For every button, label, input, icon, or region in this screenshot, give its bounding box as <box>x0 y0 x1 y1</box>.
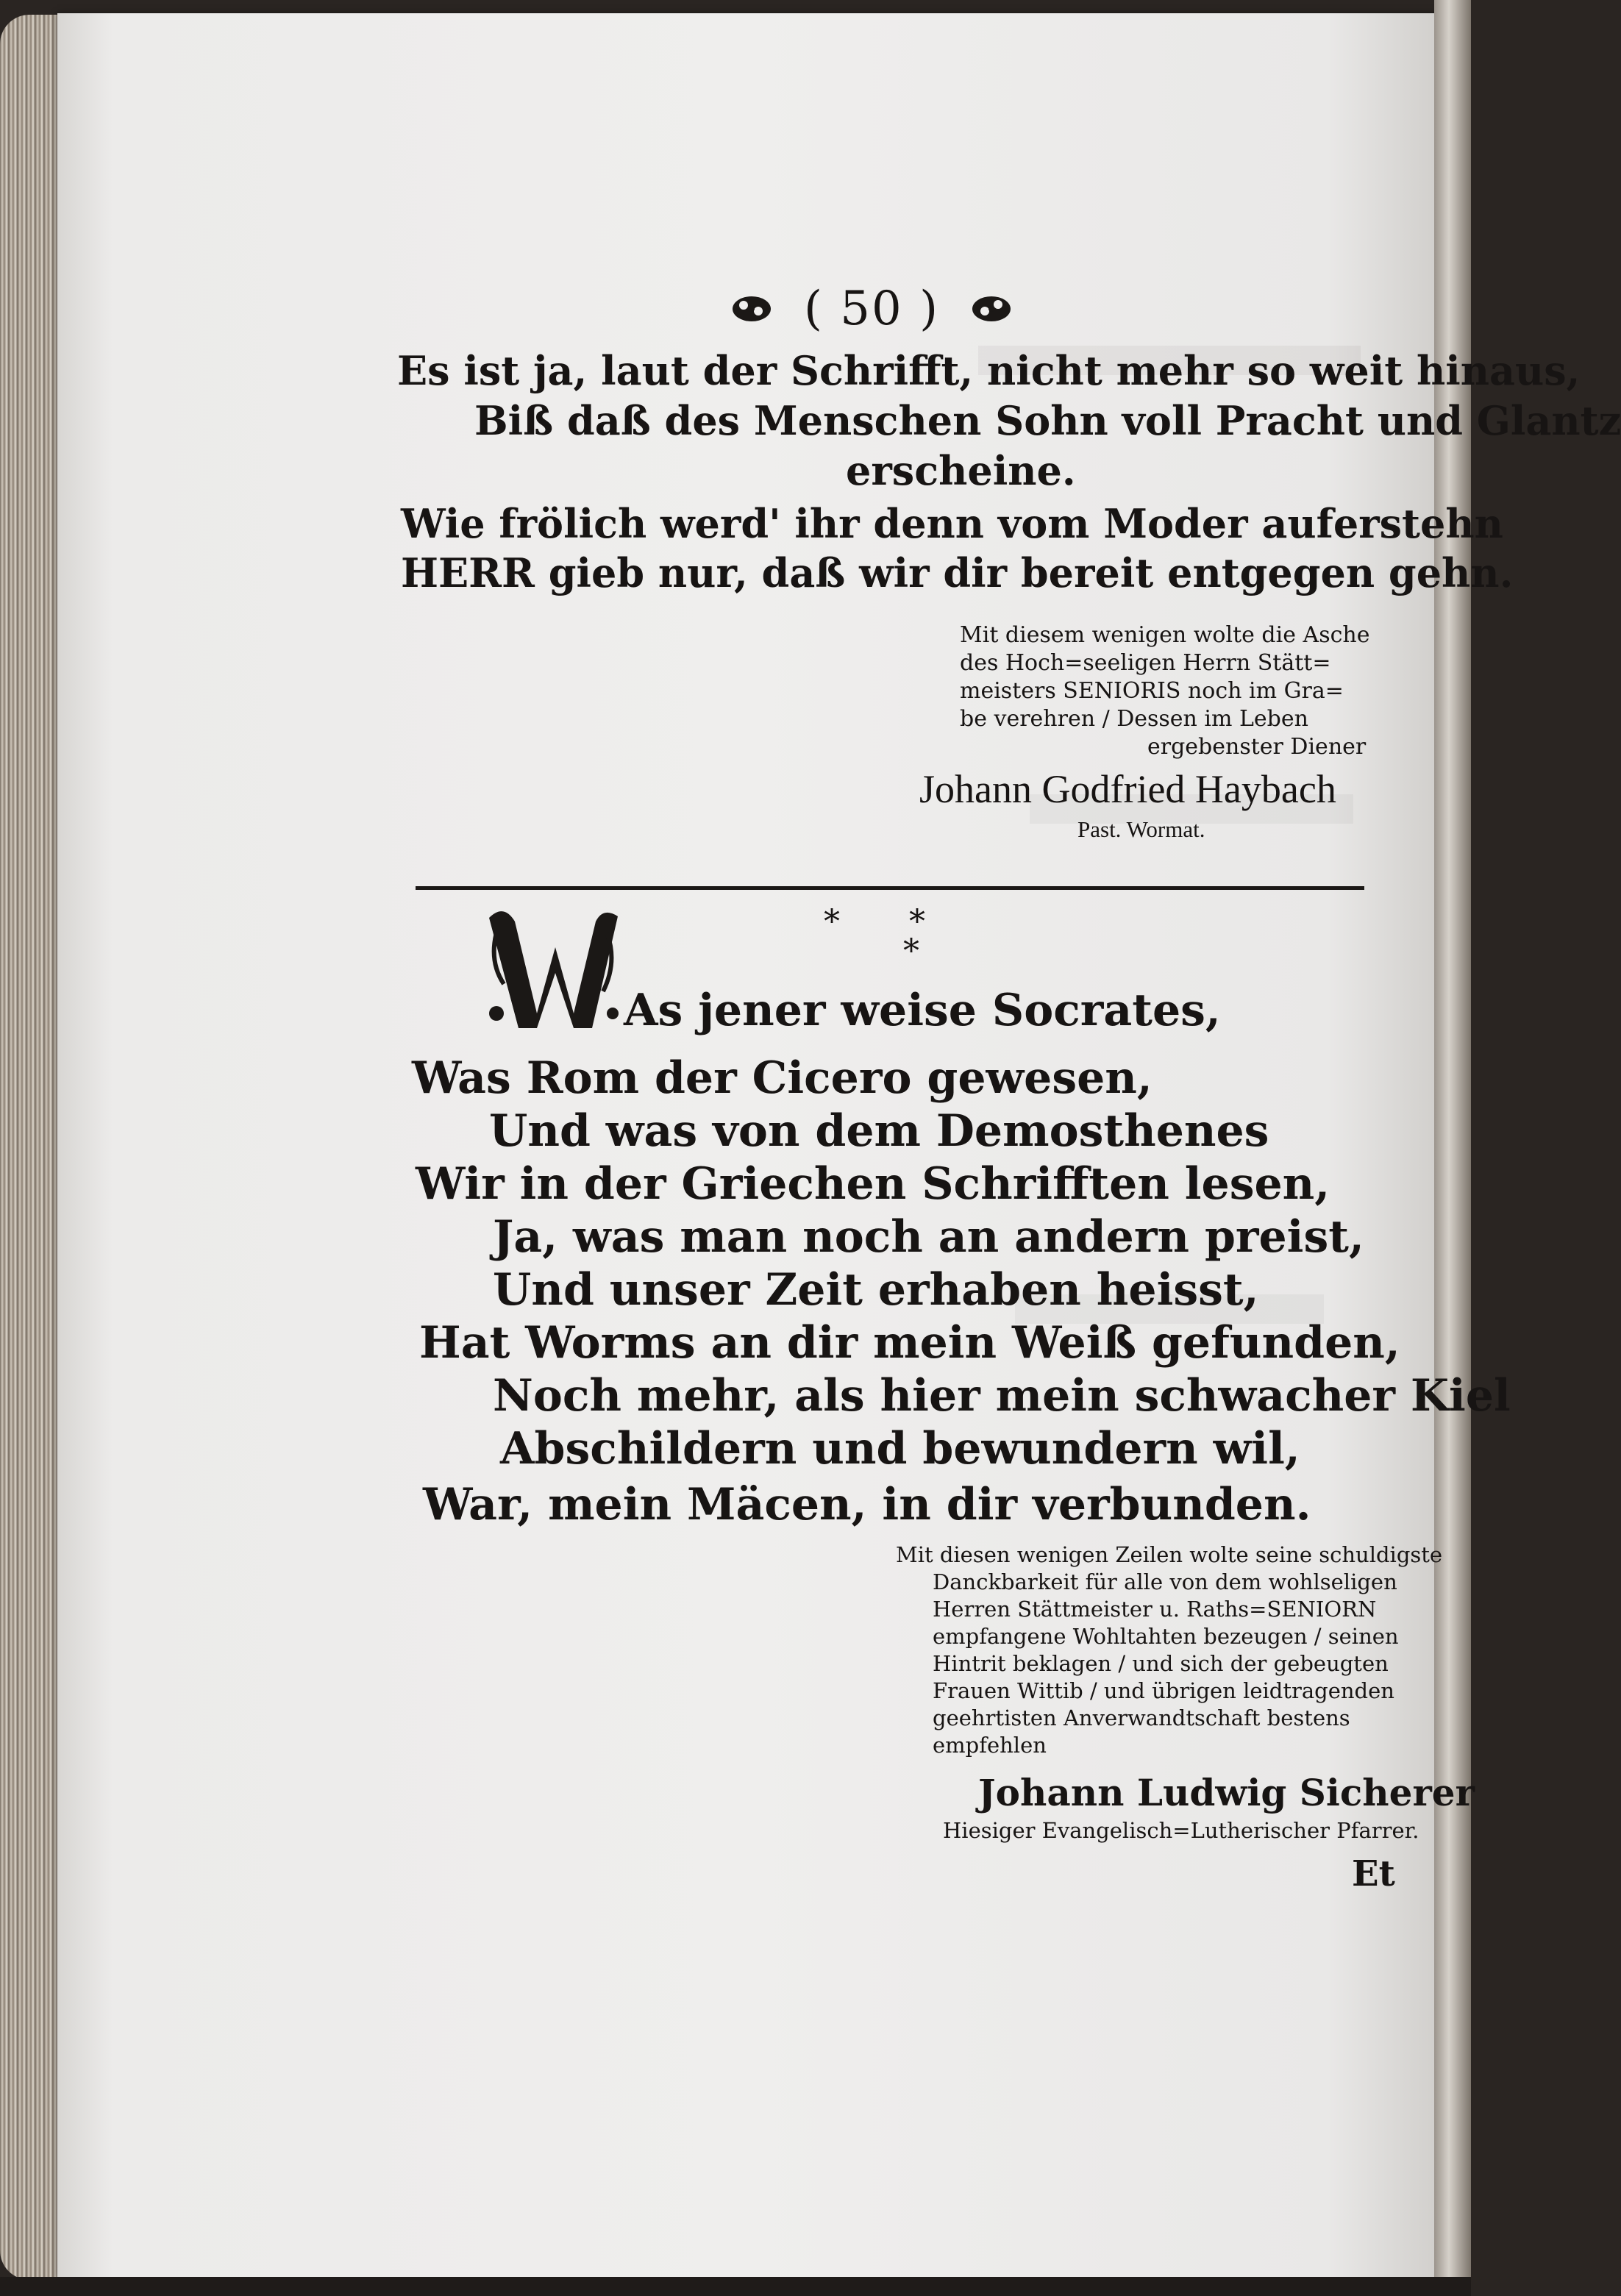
poem2-line: War, mein Mäcen, in dir verbunden. <box>423 1479 1311 1530</box>
dedication1-line: meisters SENIORIS noch im Gra= <box>960 678 1344 704</box>
scan-bottom-border <box>0 2277 1471 2296</box>
poem2-line: Noch mehr, als hier mein schwacher Kiel <box>493 1370 1511 1422</box>
dedication2-title: Hiesiger Evangelisch=Lutherischer Pfarrer. <box>943 1818 1419 1843</box>
dedication2-line: empfangene Wohltahten bezeugen / seinen <box>933 1624 1399 1649</box>
dedication1-line: Mit diesem wenigen wolte die Asche <box>960 622 1370 648</box>
page-header <box>699 276 1044 342</box>
poem2-line: Ja, was man noch an andern preist, <box>493 1211 1364 1263</box>
book-right-edge <box>1434 0 1471 2296</box>
asterism-bottom: * <box>903 933 919 970</box>
poem2-line: Was Rom der Cicero gewesen, <box>412 1052 1152 1104</box>
dedication1-signature: Johann Godfried Haybach <box>919 767 1336 811</box>
poem2-line: Hat Worms an dir mein Weiß gefunden, <box>419 1317 1400 1369</box>
poem2-line: Und was von dem Demosthenes <box>489 1105 1269 1157</box>
section-divider-rule <box>416 886 1364 890</box>
poem1-line: erscheine. <box>846 447 1076 494</box>
dedication2-line: Hintrit beklagen / und sich der gebeugten <box>933 1651 1389 1676</box>
page-number: ( 50 ) <box>803 282 940 336</box>
dedication2-line: Herren Stättmeister u. Raths=SENIORN <box>933 1597 1377 1622</box>
poem2-line: Und unser Zeit erhaben heisst, <box>493 1264 1259 1316</box>
asterism-top: * * <box>824 903 955 941</box>
dedication2-line: Frauen Wittib / und übrigen leidtragenden <box>933 1678 1394 1703</box>
catchword: Et <box>1352 1853 1395 1894</box>
poem2-line: Wir in der Griechen Schrifften lesen, <box>416 1158 1330 1210</box>
dedication2-line: Danckbarkeit für alle von dem wohlseligen <box>933 1569 1397 1594</box>
poem1-line: Es ist ja, laut der Schrifft, nicht mehr so weit hinaus, <box>397 347 1581 394</box>
poem1-line: HERR gieb nur, daß wir dir bereit entgegen gehn. <box>401 549 1514 596</box>
dedication1-title: Past. Wormat. <box>1077 816 1205 842</box>
poem1-line: Wie frölich werd' ihr denn vom Moder auferstehn <box>401 500 1503 547</box>
dedication2-line: geehrtisten Anverwandtschaft bestens <box>933 1705 1350 1730</box>
floral-ornament-icon <box>729 292 774 326</box>
dedication2-line: empfehlen <box>933 1733 1047 1758</box>
dedication2-signature: Johann Ludwig Sicherer <box>978 1771 1475 1814</box>
poem2-line: As jener weise Socrates, <box>624 985 1221 1036</box>
drop-cap-w-icon <box>482 903 621 1035</box>
dedication1-line: ergebenster Diener <box>1147 734 1367 760</box>
floral-ornament-icon <box>969 292 1014 326</box>
dedication1-line: be verehren / Dessen im Leben <box>960 706 1308 732</box>
poem2-line: Abschildern und bewundern wil, <box>500 1423 1300 1475</box>
poem1-line: Biß daß des Menschen Sohn voll Pracht und Glantz <box>474 397 1621 444</box>
dedication1-line: des Hoch=seeligen Herrn Stätt= <box>960 650 1331 676</box>
dedication2-line: Mit diesen wenigen Zeilen wolte seine schuldigste <box>896 1542 1443 1567</box>
